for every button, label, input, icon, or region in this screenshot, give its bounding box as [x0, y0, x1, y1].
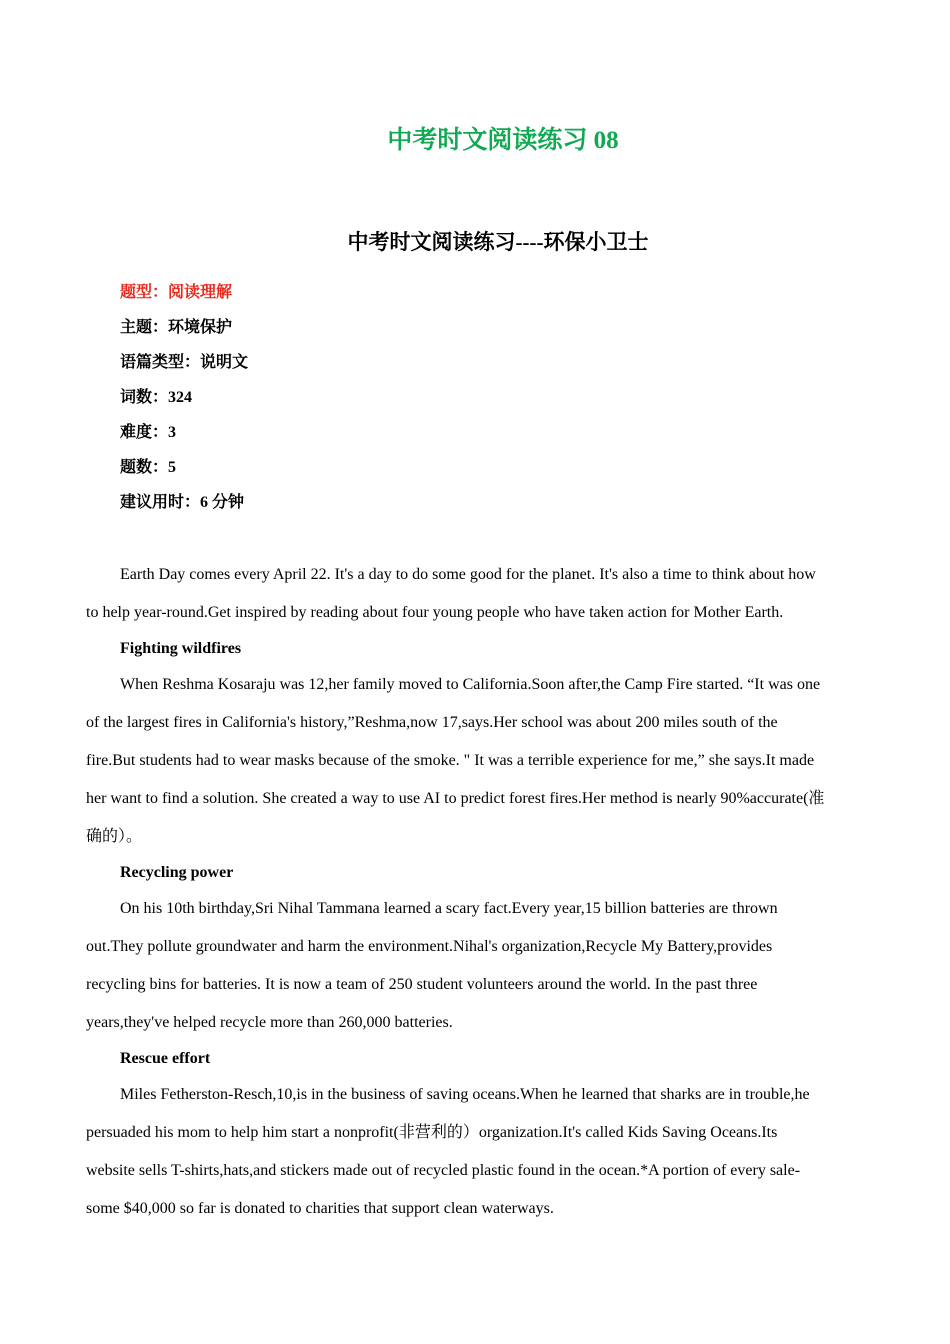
question-count: 题数：5 [120, 459, 177, 476]
section-heading: Recycling power [120, 864, 234, 881]
exercise-info-list [120, 281, 248, 526]
suggested-time: 建议用时：6 分钟 [120, 494, 245, 511]
section-paragraph: When Reshma Kosaraju was 12,her family moved to California.Soon after,the Camp Fire started. “It was one of the largest fires in California's history,”Reshma,now 17,says.Her school was about 200 miles south of the fire.But students had to wear masks because of the smoke. " It was a terrible experience for me,” she says.It made her want to find a solution. She created a way to use AI to predict forest fires.Her method is nearly 90%accurate(准 确的）。 [86, 676, 825, 845]
page-title: 中考时文阅读练习 08 [387, 127, 619, 154]
section-paragraph: On his 10th birthday,Sri Nihal Tammana learned a scary fact.Every year,15 billion batteries are thrown out.They pollute groundwater and harm the environment.Nihal's organization,Recycle My Battery,provides recycling bins for batteries. It is now a team of 250 student volunteers around the world. In the past three years,they've helped recycle more than 260,000 batteries. [86, 900, 778, 1031]
topic: 主题：环境保护 [120, 319, 233, 336]
question-type: 题型：阅读理解 [120, 284, 233, 301]
word-count: 词数：324 [120, 389, 193, 406]
section-paragraph: Miles Fetherston-Resch,10,is in the business of saving oceans.When he learned that sharks are in trouble,he persuaded his mom to help him start a nonprofit(非营利的）organization.It's called Kids Saving Oceans.Its website sells T-shirts,hats,and stickers made out of recycled plastic found in the ocean.*A portion of every sale- some $40,000 so far is donated to charities that support clean waterways. [86, 1086, 810, 1217]
section-heading: Rescue effort [120, 1050, 211, 1067]
article-body [86, 556, 866, 1228]
article-title: 中考时文阅读练习----环保小卫士 [347, 230, 649, 254]
intro-paragraph: Earth Day comes every April 22. It's a day to do some good for the planet. It's also a time to think about how to help year-round.Get inspired by reading about four young people who have taken action for Mother Earth. [86, 566, 816, 621]
difficulty: 难度：3 [120, 424, 177, 441]
text-type: 语篇类型：说明文 [120, 354, 249, 371]
section-heading: Fighting wildfires [120, 640, 242, 657]
